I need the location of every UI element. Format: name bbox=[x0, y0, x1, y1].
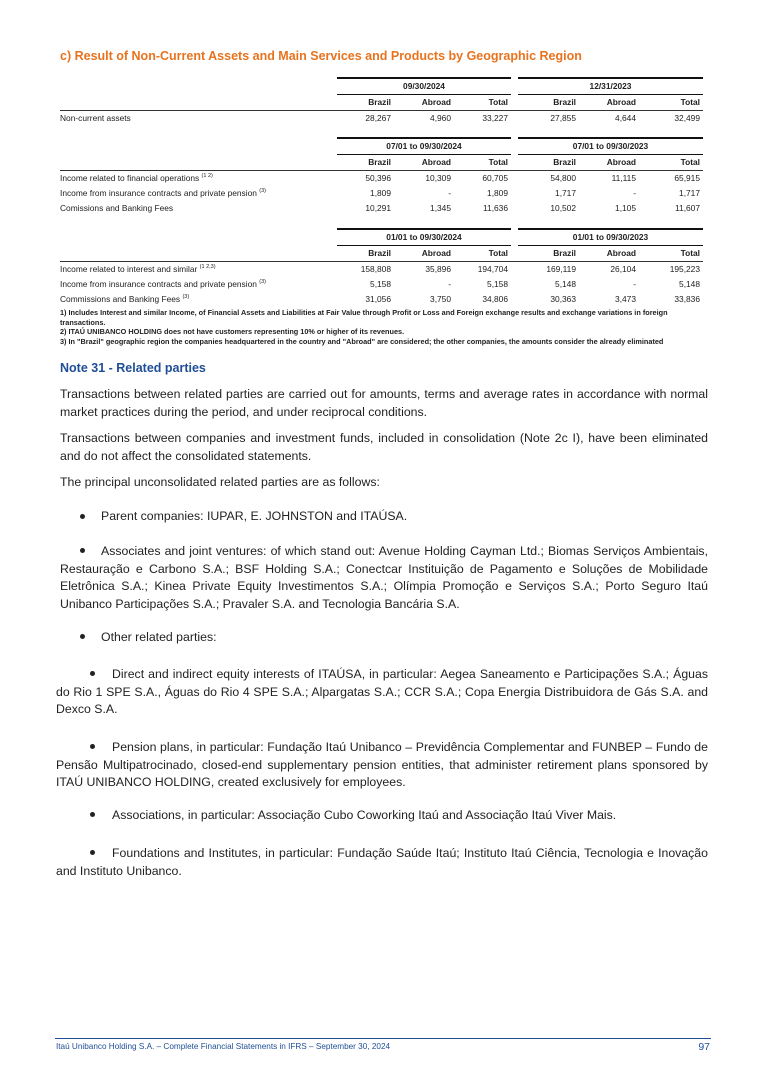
column-header: Total bbox=[454, 95, 511, 111]
cell-value: 195,223 bbox=[669, 264, 700, 274]
cell-value: 5,148 bbox=[679, 279, 700, 289]
column-header: Brazil bbox=[518, 95, 579, 111]
row-label bbox=[60, 277, 337, 292]
sub-bullet-equity-interests: Direct and indirect equity interests of ITAÚSA, in particular: Aegea Saneamento e Participações S.A.; Águas do Rio 1 SPE S.A., Águas do Rio 4 SPE S.A.; Alpargatas S.A.; CCR S.A.; Copa Energia Distribuidora de Gás S.A. and Dexco S.A. bbox=[56, 667, 708, 716]
cell-value: 11,636 bbox=[483, 203, 508, 213]
column-header: Brazil bbox=[518, 155, 579, 171]
cell-value: 1,345 bbox=[430, 203, 451, 213]
cell-value: 54,800 bbox=[550, 173, 576, 183]
column-header: Abroad bbox=[394, 155, 454, 171]
cell-value: 4,960 bbox=[430, 113, 451, 123]
period-header: 01/01 to 09/30/2023 bbox=[518, 229, 703, 246]
table-column-header bbox=[60, 155, 703, 171]
cell-value: 10,309 bbox=[425, 173, 451, 183]
cell-value: - bbox=[633, 188, 636, 198]
footer-rule bbox=[55, 1038, 711, 1039]
table-row bbox=[60, 201, 703, 216]
cell-value: 1,809 bbox=[487, 188, 508, 198]
section-title: c) Result of Non-Current Assets and Main Services and Products by Geographic Region bbox=[60, 49, 582, 63]
footnote-3: 3) In "Brazil" geographic region the companies headquartered in the country and "Abroad" are considered; the other companies, the amounts consider the already eliminated bbox=[60, 337, 664, 346]
paragraph-1: Transactions between related parties are carried out for amounts, terms and average rates in accordance with normal market practices during the period, and under reciprocal conditions. bbox=[60, 387, 708, 419]
footnote-1: 1) Includes Interest and similar Income, of Financial Assets and Liabilities at Fair Value through Profit or Loss and Foreign exchange results and exchange variations in foreign transactions. bbox=[60, 308, 668, 327]
cell-value: 194,704 bbox=[477, 264, 508, 274]
cell-value: 27,855 bbox=[550, 113, 576, 123]
cell-value: 28,267 bbox=[365, 113, 391, 123]
footer-text: Itaú Unibanco Holding S.A. – Complete Financial Statements in IFRS – September 30, 2024 bbox=[56, 1042, 391, 1051]
row-label-text: Income related to interest and similar bbox=[60, 264, 198, 274]
bullet-dot bbox=[80, 634, 85, 639]
non-current-assets-table bbox=[60, 77, 703, 126]
cell-value: 35,896 bbox=[425, 264, 451, 274]
cell-value: 11,115 bbox=[611, 173, 636, 183]
period-header: 09/30/2024 bbox=[337, 78, 511, 95]
cell-value: 65,915 bbox=[674, 173, 700, 183]
cell-value: 5,148 bbox=[555, 279, 576, 289]
footnote-ref: (3) bbox=[259, 279, 266, 286]
column-header: Total bbox=[454, 246, 511, 262]
cell-value: 3,750 bbox=[430, 294, 451, 304]
cell-value: 169,119 bbox=[546, 264, 576, 274]
table-row bbox=[60, 111, 703, 127]
column-header: Abroad bbox=[394, 246, 454, 262]
row-label bbox=[60, 186, 337, 201]
sub-bullet-foundations: Foundations and Institutes, in particular: Fundação Saúde Itaú; Instituto Itaú Ciência, Tecnologia e Inovação and Instituto Unibanco. bbox=[56, 846, 708, 878]
cell-value: 4,644 bbox=[615, 113, 636, 123]
column-header: Brazil bbox=[518, 246, 579, 262]
paragraph-3: The principal unconsolidated related parties are as follows: bbox=[60, 475, 380, 489]
cell-value: 5,158 bbox=[370, 279, 391, 289]
table-row bbox=[60, 171, 703, 187]
row-label-text: Income from insurance contracts and private pension bbox=[60, 279, 257, 289]
cell-value: 10,291 bbox=[365, 203, 391, 213]
cell-value: 1,717 bbox=[555, 188, 576, 198]
footnote-ref: (3) bbox=[182, 294, 190, 301]
footnote-2: 2) ITAÚ UNIBANCO HOLDING does not have customers representing 10% or higher of its revenues. bbox=[60, 327, 405, 336]
table-row bbox=[60, 277, 703, 292]
cell-value: 10,502 bbox=[550, 203, 576, 213]
table-group-header bbox=[60, 138, 703, 155]
note-title: Note 31 - Related parties bbox=[60, 361, 206, 375]
column-header: Total bbox=[639, 155, 703, 171]
sub-bullet-associations: Associations, in particular: Associação Cubo Coworking Itaú and Associação Itaú Viver Mais. bbox=[112, 808, 617, 822]
row-label bbox=[60, 292, 337, 307]
cell-value: 30,363 bbox=[550, 294, 576, 304]
cell-value: 32,499 bbox=[674, 113, 700, 123]
sub-bullet-dot bbox=[90, 812, 95, 817]
row-label-text: Income from insurance contracts and private pension bbox=[60, 188, 257, 198]
cell-value: 31,056 bbox=[365, 294, 391, 304]
period-header: 01/01 to 09/30/2024 bbox=[337, 229, 511, 246]
table-row bbox=[60, 186, 703, 201]
cell-value: 1,105 bbox=[615, 203, 636, 213]
row-label bbox=[60, 201, 337, 216]
footnote-ref: (1 2) bbox=[201, 173, 213, 180]
row-label-text: Comissions and Banking Fees bbox=[60, 203, 174, 213]
column-header: Abroad bbox=[579, 95, 639, 111]
column-header: Abroad bbox=[579, 246, 639, 262]
column-header: Total bbox=[454, 155, 511, 171]
column-header: Total bbox=[639, 246, 703, 262]
cell-value: - bbox=[633, 279, 636, 289]
table-group-header bbox=[60, 229, 703, 246]
bullet-parent-companies: Parent companies: IUPAR, E. JOHNSTON and ITAÚSA. bbox=[101, 509, 408, 523]
paragraph-2: Transactions between companies and investment funds, included in consolidation (Note 2c I), have been eliminated and do not affect the consolidated statements. bbox=[60, 431, 708, 463]
cell-value: - bbox=[448, 279, 451, 289]
table-row bbox=[60, 292, 703, 307]
cell-value: 33,227 bbox=[482, 113, 508, 123]
cell-value: 1,717 bbox=[679, 188, 700, 198]
column-header: Brazil bbox=[337, 246, 394, 262]
cell-value: 33,836 bbox=[674, 294, 700, 304]
sub-bullet-pension-plans: Pension plans, in particular: Fundação Itaú Unibanco – Previdência Complementar and FUNBEP – Fundo de Pensão Multipatrocinado, closed-end supplementary pension entities, that administer retirement plans sponsored by ITAÚ UNIBANCO HOLDING, created exclusively for employees. bbox=[56, 740, 708, 789]
cell-value: 11,607 bbox=[675, 203, 700, 213]
period-header: 12/31/2023 bbox=[518, 78, 703, 95]
row-label-text: Income related to financial operations bbox=[60, 173, 200, 183]
cell-value: 50,396 bbox=[365, 173, 391, 183]
table-row bbox=[60, 262, 703, 278]
column-header: Brazil bbox=[337, 95, 394, 111]
period-header: 07/01 to 09/30/2024 bbox=[337, 138, 511, 155]
table-column-header bbox=[60, 246, 703, 262]
cell-value: 26,104 bbox=[610, 264, 636, 274]
column-header: Abroad bbox=[394, 95, 454, 111]
cell-value: 3,473 bbox=[615, 294, 636, 304]
row-label-text: Commissions and Banking Fees bbox=[60, 294, 181, 304]
cell-value: 60,705 bbox=[482, 173, 508, 183]
cell-value: 1,809 bbox=[370, 188, 391, 198]
page-number: 97 bbox=[698, 1041, 710, 1053]
bullet-other-related: Other related parties: bbox=[101, 630, 217, 644]
column-header: Brazil bbox=[337, 155, 394, 171]
cell-value: 158,808 bbox=[360, 264, 391, 274]
cell-value: 34,806 bbox=[482, 294, 508, 304]
ytd-income-table bbox=[60, 228, 703, 307]
quarterly-income-table bbox=[60, 137, 703, 216]
footnote-ref: (1 2,3) bbox=[199, 264, 216, 271]
row-label bbox=[60, 262, 337, 278]
cell-value: 5,158 bbox=[487, 279, 508, 289]
footnote-ref: (3) bbox=[259, 188, 266, 195]
cell-value: - bbox=[448, 188, 451, 198]
bullet-associates: Associates and joint ventures: of which stand out: Avenue Holding Cayman Ltd.; Biomas Serviços Ambientais, Restauração e Carbono S.A.; BSF Holding S.A.; Conectcar Instituição de Pagamento e Soluções de Mobilidade Eletrônica S.A.; Kinea Private Equity Investimentos S.A.; Olímpia Promoção e Serviços S.A.; Porto Seguro Itaú Unibanco Participações S.A.; Pravaler S.A. and Tecnologia Bancária S.A. bbox=[60, 544, 708, 611]
bullet-dot bbox=[80, 514, 85, 519]
column-header: Total bbox=[639, 95, 703, 111]
column-header: Abroad bbox=[579, 155, 639, 171]
period-header: 07/01 to 09/30/2023 bbox=[518, 138, 703, 155]
table-column-header bbox=[60, 95, 703, 111]
row-label bbox=[60, 111, 337, 127]
row-label bbox=[60, 171, 337, 187]
table-group-header bbox=[60, 78, 703, 95]
row-label-text: Non-current assets bbox=[60, 113, 131, 123]
